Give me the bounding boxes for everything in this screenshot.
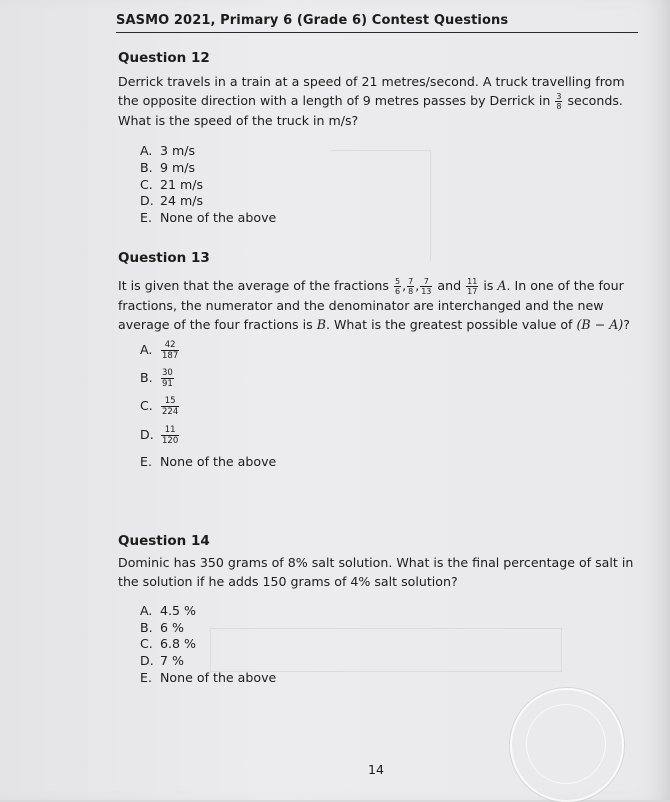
q14-option-d: D. 7 % [140, 653, 184, 668]
question-12-text: Derrick travels in a train at a speed of 21 metres/second. A truck travelling from the opposite direction with a length of 9 metres passes by Derrick in $\frac{3}{8}$ seconds. What is the speed of the truck in m/s? [118, 74, 625, 128]
q14-option-c: C. 6.8 % [140, 636, 196, 651]
variable-b: B [316, 317, 326, 332]
question-14-title: Question 14 [118, 533, 210, 549]
fraction: $\frac{11}{17}$ [467, 277, 478, 296]
watermark-seal [510, 688, 624, 802]
question-13-text: It is given that the average of the fractions $\frac{5}{6}$ , $\frac{7}{8}$ , $\frac{7}{13}$ and $\frac{11}{17}$ is A. In one of the four fractions, the numerator and the denominator are interchanged and the new average of the four fractions is B. What is the greatest possible value of (B − A)? [118, 277, 630, 332]
q12-option-b: B. 9 m/s [140, 160, 196, 175]
document-header: SASMO 2021, Primary 6 (Grade 6) Contest Questions [116, 13, 509, 28]
bleed-through-shape [330, 150, 431, 261]
question-14-text: Dominic has 350 grams of 8% salt solution. What is the final percentage of salt in the solution if he adds 150 grams of 4% salt solution? [118, 555, 634, 589]
bleed-through-grid [210, 628, 562, 672]
fraction: $\frac{5}{6}$ [394, 277, 401, 296]
q13-option-a: A. $\frac{42}{187}$ [140, 340, 179, 361]
fraction: $\frac{7}{8}$ [408, 277, 414, 296]
q12-option-e: E. None of the above [140, 210, 277, 225]
expression: (B − A) [576, 317, 624, 332]
q13-option-b: B. $\frac{30}{91}$ [140, 368, 173, 389]
fraction: $\frac{7}{13}$ [421, 277, 432, 296]
fraction: $\frac{3}{8}$ [556, 92, 562, 111]
question-12-title: Question 12 [118, 50, 210, 66]
header-rule [116, 32, 638, 33]
q13-option-e: E. None of the above [140, 454, 277, 469]
q14-option-a: A. 4.5 % [140, 603, 196, 618]
q12-option-d: D. 24 m/s [140, 193, 204, 208]
q13-option-c: C. $\frac{15}{224}$ [140, 396, 179, 417]
page-number: 14 [368, 762, 384, 777]
q12-option-a: A. 3 m/s [140, 143, 196, 158]
variable-a: A [497, 278, 507, 293]
q14-option-b: B. 6 % [140, 620, 184, 635]
q14-option-e: E. None of the above [140, 670, 277, 685]
q12-option-c: C. 21 m/s [140, 177, 204, 192]
question-13-title: Question 13 [118, 250, 210, 266]
watermark-seal-inner [526, 704, 606, 784]
q13-option-d: D. $\frac{11}{120}$ [140, 425, 179, 446]
